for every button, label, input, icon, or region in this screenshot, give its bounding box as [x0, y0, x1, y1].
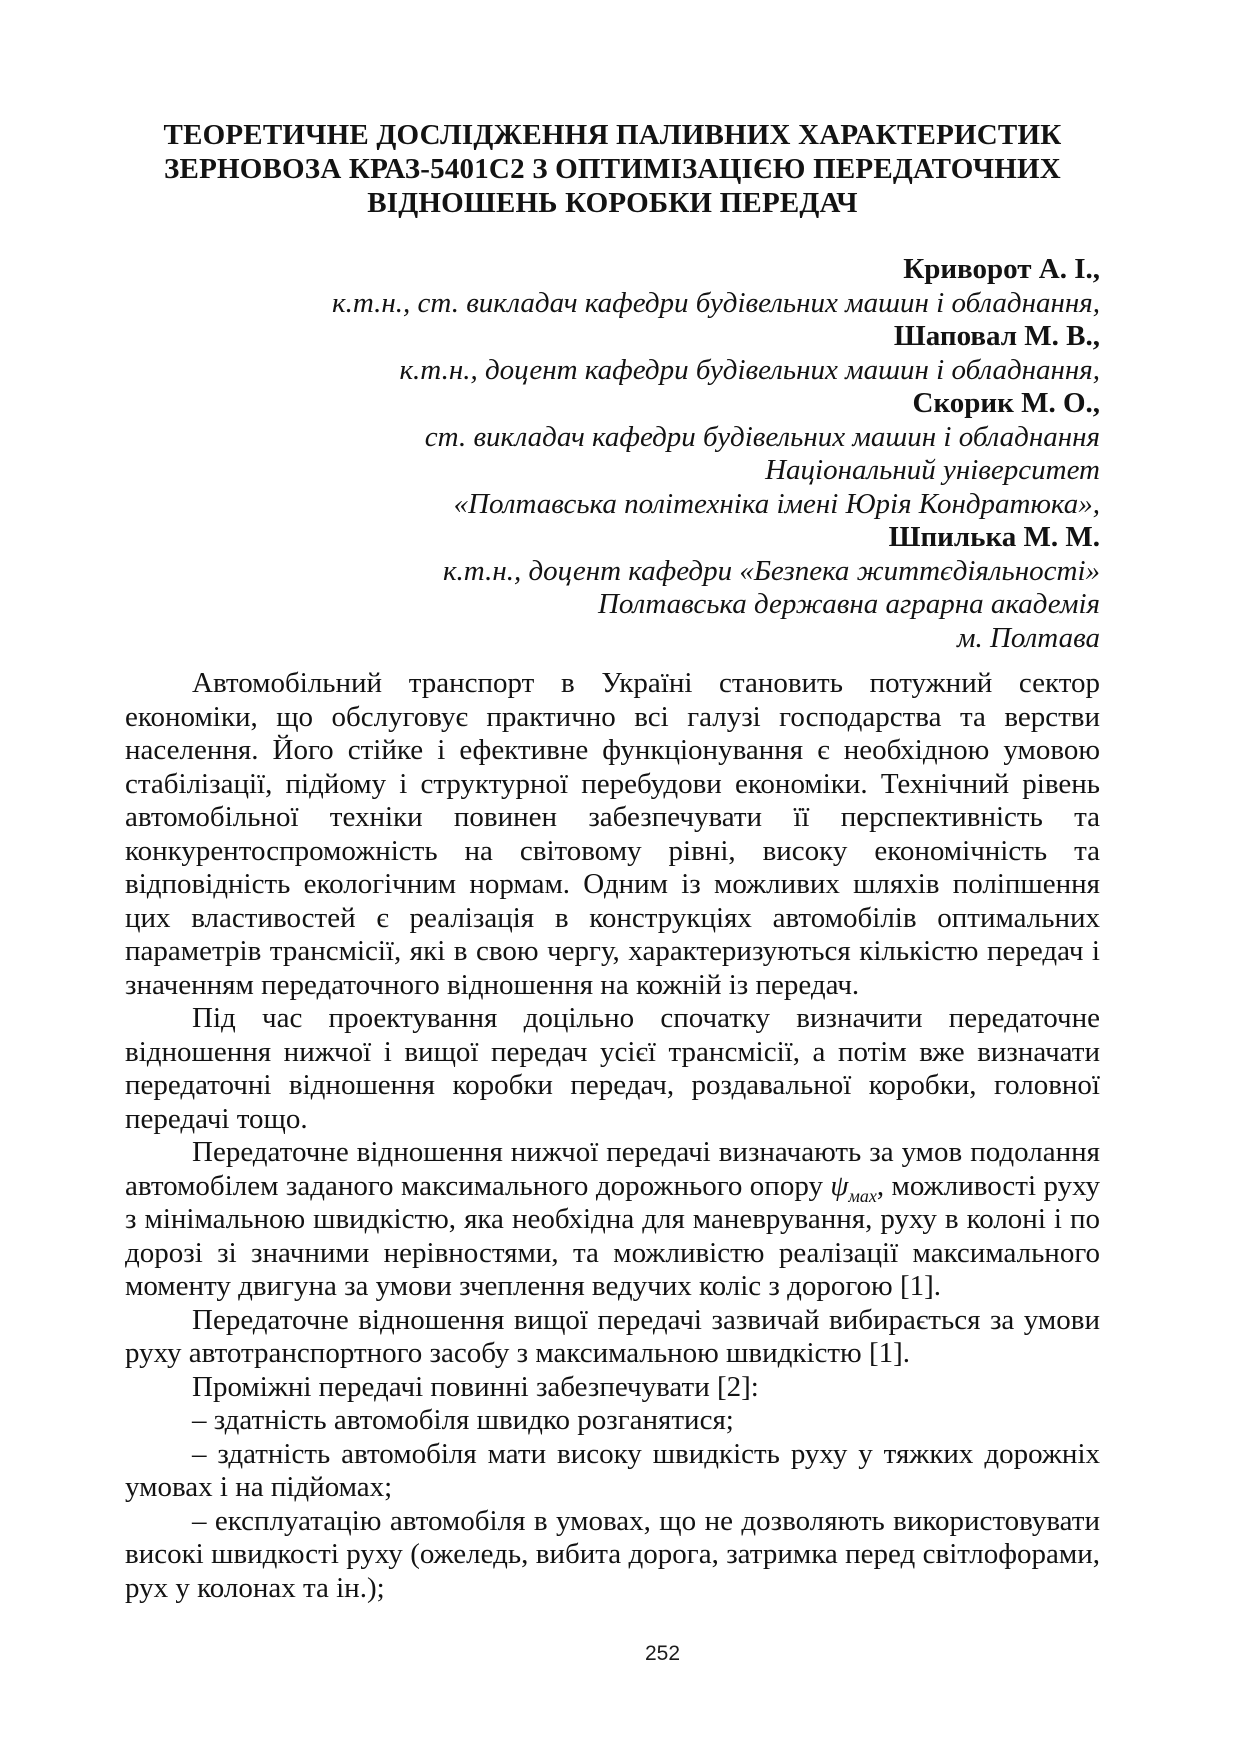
- paragraph-lower-gear-text-cont: , можливості руху з мінімальною швидкістю, яка необхідна для маневрування, руху в колоні і по дорозі зі значними нерівностями, та можливістю реалізації максимального моменту двигуна за умови зчеплення ведучих коліс з дорогою [1].: [125, 1169, 1100, 1302]
- author-university-name: «Полтавська політехніка імені Юрія Кондратюка»,: [453, 487, 1100, 520]
- author-name-skoryk: Скорик М. О.,: [912, 387, 1100, 419]
- author-affiliation: к.т.н., ст. викладач кафедри будівельних машин і обладнання,: [332, 286, 1100, 319]
- psi-subscript: мах: [848, 1185, 877, 1206]
- article-title: [125, 118, 1100, 220]
- author-name-shpylka: Шпилька М. М.: [888, 521, 1100, 553]
- page-number: 252: [645, 1642, 681, 1665]
- paragraph-lower-gear-text: Передаточне відношення нижчої передачі визначають за умов подолання автомобілем заданого максимального дорожнього опору: [125, 1136, 1100, 1202]
- list-item-acceleration: – здатність автомобіля швидко розганятися;: [192, 1404, 734, 1436]
- article-body: [125, 667, 1100, 1605]
- title-line-2: ЗЕРНОВОЗА КРАЗ-5401С2 З ОПТИМІЗАЦІЄЮ ПЕРЕДАТОЧНИХ: [164, 153, 1061, 185]
- title-line-3: ВІДНОШЕНЬ КОРОБКИ ПЕРЕДАЧ: [367, 187, 858, 219]
- author-university: Національний університет: [765, 454, 1100, 486]
- author-name-kryvorot: Криворот А. І.,: [903, 253, 1100, 285]
- paragraph-design-order: Під час проектування доцільно спочатку визначити передаточне відношення нижчої і вищої передач усієї трансмісії, а потім вже визначати передаточні відношення коробки передач, роздавальної коробки, головної передачі тощо.: [125, 1002, 1100, 1135]
- author-affiliation: ст. викладач кафедри будівельних машин і обладнання: [424, 420, 1100, 453]
- authors-block: [125, 253, 1100, 655]
- psi-symbol: ψ: [830, 1169, 849, 1202]
- paragraph-lower-gear: [125, 1136, 1100, 1304]
- paragraph-intro: Автомобільний транспорт в Україні становить потужний сектор економіки, що обслуговує практично всі галузі господарства та верстви населення. Його стійке і ефективне функціонування є необхідною умовою стабілізації, підйому і структурної перебудови економіки. Технічний рівень автомобільної техніки повинен забезпечувати її перспективність та конкурентоспроможність на світовому рівні, високу економічність та відповідність екологічним нормам. Одним із можливих шляхів поліпшення цих властивостей є реалізація в конструкціях автомобілів оптимальних параметрів трансмісії, які в свою чергу, характеризуються кількістю передач і значенням передаточного відношення на кожній із передач.: [125, 667, 1100, 1001]
- paragraph-intermediate-gears: Проміжні передачі повинні забезпечувати [2]:: [192, 1370, 759, 1403]
- author-academy: Полтавська державна аграрна академія: [597, 588, 1100, 620]
- author-affiliation: к.т.н., доцент кафедри будівельних машин і обладнання,: [399, 353, 1100, 386]
- paragraph-higher-gear: Передаточне відношення вищої передачі зазвичай вибирається за умови руху автотранспортного засобу з максимальною швидкістю [1].: [125, 1303, 1100, 1369]
- author-name-shapoval: Шаповал М. В.,: [893, 320, 1100, 352]
- author-affiliation: к.т.н., доцент кафедри «Безпека життєдіяльності»: [442, 554, 1100, 587]
- title-line-1: ТЕОРЕТИЧНЕ ДОСЛІДЖЕННЯ ПАЛИВНИХ ХАРАКТЕРИСТИК: [163, 119, 1062, 151]
- list-item-operation-conditions: – експлуатацію автомобіля в умовах, що не дозволяють використовувати високі швидкості руху (ожеледь, вибита дорога, затримка перед світлофорами, рух у колонах та ін.);: [125, 1504, 1100, 1604]
- author-city: м. Полтава: [956, 621, 1100, 654]
- list-item-high-speed: – здатність автомобіля мати високу швидкість руху у тяжких дорожніх умовах і на підйомах;: [125, 1437, 1100, 1503]
